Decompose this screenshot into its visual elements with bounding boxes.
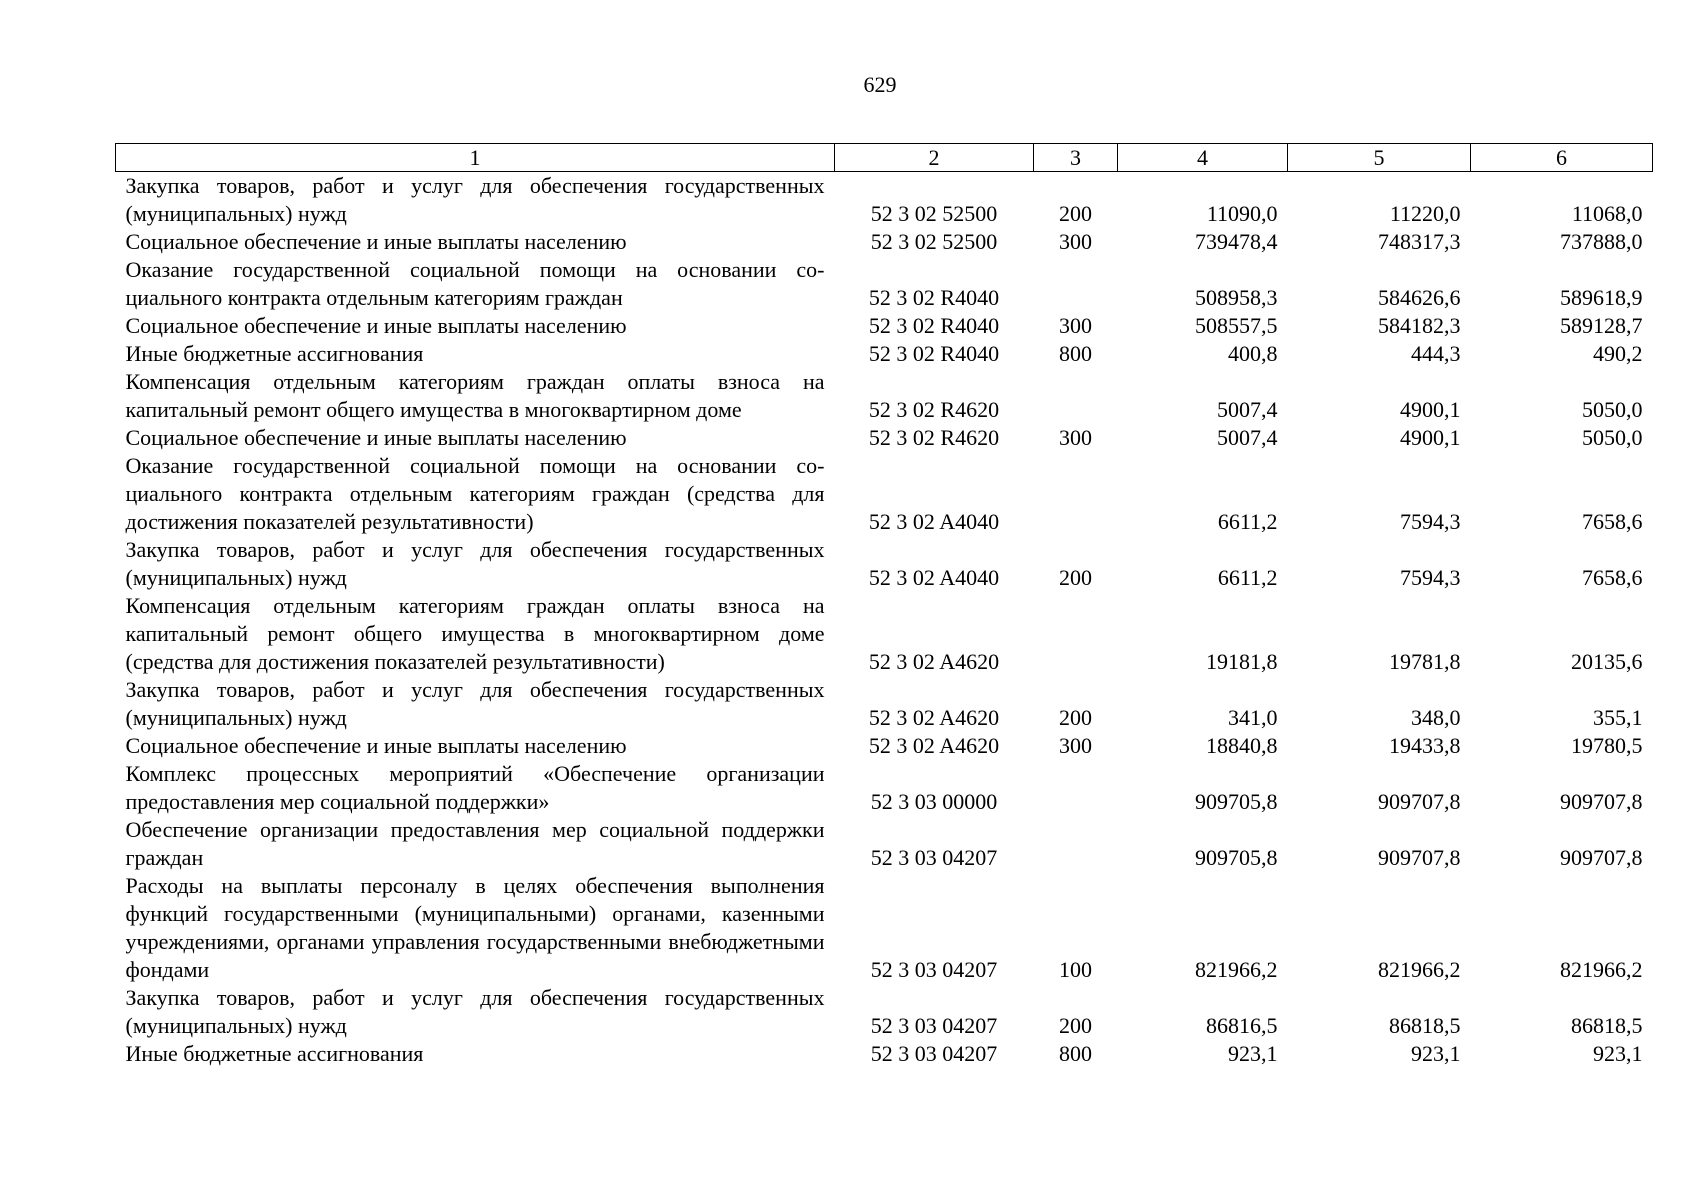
header-col-2: 2 [835,144,1034,172]
row-name-text: Социальное обеспечение и иные выплаты населению [125,733,627,758]
row-code: 52 3 02 R4040 [868,285,1000,310]
table-row [116,816,1653,872]
header-col-6: 6 [1471,144,1653,172]
row-name [116,1040,835,1068]
row-value-year-1: 400,8 [1228,341,1278,366]
row-value-year-2: 909707,8 [1378,845,1461,870]
row-name [116,536,835,592]
table-row [116,984,1653,1040]
row-value-year-1: 909705,8 [1195,789,1278,814]
row-name-text: Социальное обеспечение и иные выплаты населению [125,229,627,254]
row-expense-type: 100 [1059,957,1092,982]
row-name-text: Иные бюджетные ассигнования [125,341,424,366]
row-expense-type [1034,816,1118,872]
row-name-text: Закупка товаров, работ и услуг для обеспечения государственных (муниципальных) нужд [125,985,825,1038]
row-value-year-2: 909707,8 [1378,789,1461,814]
row-value-year-2: 584182,3 [1378,313,1461,338]
row-name-text: Социальное обеспечение и иные выплаты населению [125,425,627,450]
row-name [116,340,835,368]
header-col-5: 5 [1288,144,1471,172]
row-code: 52 3 02 52500 [870,229,998,254]
row-name-text: Закупка товаров, работ и услуг для обеспечения государственных (муниципальных) нужд [125,677,825,730]
row-value-year-3: 5050,0 [1582,397,1643,422]
row-value-year-2: 7594,3 [1400,565,1461,590]
header-col-1: 1 [116,144,835,172]
row-value-year-3: 7658,6 [1582,565,1643,590]
row-value-year-3: 19780,5 [1571,733,1643,758]
row-name-text: Оказание государственной социальной помощи на основании социального контракта отдельным категориям граждан (средства для достижения показателей результативности) [125,453,825,534]
row-expense-type [1034,452,1118,536]
row-expense-type: 200 [1059,705,1092,730]
row-code: 52 3 02 A4620 [868,649,1000,674]
row-expense-type: 200 [1059,1013,1092,1038]
row-value-year-3: 490,2 [1593,341,1643,366]
table-body [116,172,1653,1069]
table-row [116,536,1653,592]
row-expense-type: 300 [1059,313,1092,338]
row-value-year-1: 19181,8 [1206,649,1278,674]
row-code: 52 3 02 R4040 [868,313,1000,338]
row-value-year-1: 11090,0 [1206,201,1278,226]
table-row [116,256,1653,312]
row-value-year-1: 5007,4 [1217,397,1278,422]
row-code: 52 3 03 04207 [870,957,998,982]
row-name [116,732,835,760]
row-expense-type [1034,592,1118,676]
row-value-year-2: 11220,0 [1389,201,1461,226]
row-name-text: Закупка товаров, работ и услуг для обеспечения государственных (муниципальных) нужд [125,173,825,226]
row-value-year-2: 348,0 [1411,705,1461,730]
row-value-year-3: 909707,8 [1560,845,1643,870]
row-code: 52 3 02 R4620 [868,397,1000,422]
row-code: 52 3 03 04207 [870,1041,998,1066]
row-value-year-2: 584626,6 [1378,285,1461,310]
row-value-year-2: 4900,1 [1400,425,1461,450]
row-value-year-3: 355,1 [1593,705,1643,730]
header-row [116,144,1653,172]
row-value-year-2: 4900,1 [1400,397,1461,422]
table-row [116,760,1653,816]
table-row [116,172,1653,229]
row-expense-type [1034,760,1118,816]
budget-table [115,143,1653,1068]
row-expense-type: 800 [1059,1041,1092,1066]
row-value-year-2: 748317,3 [1378,229,1461,254]
row-value-year-1: 6611,2 [1217,565,1278,590]
row-expense-type [1034,368,1118,424]
row-value-year-2: 19433,8 [1389,733,1461,758]
header-col-4: 4 [1118,144,1288,172]
row-expense-type: 300 [1059,733,1092,758]
row-name-text: Оказание государственной социальной помощи на основании социального контракта отдельным категориям граждан [125,257,825,310]
row-code: 52 3 02 A4620 [868,705,1000,730]
row-value-year-1: 6611,2 [1217,509,1278,534]
row-name [116,816,835,872]
row-code: 52 3 03 04207 [870,1013,998,1038]
row-name-text: Социальное обеспечение и иные выплаты населению [125,313,627,338]
row-name [116,872,835,984]
table-row [116,872,1653,984]
row-value-year-2: 86818,5 [1389,1013,1461,1038]
row-expense-type: 200 [1059,565,1092,590]
table-row [116,312,1653,340]
row-value-year-3: 923,1 [1593,1041,1643,1066]
row-expense-type: 800 [1059,341,1092,366]
row-value-year-3: 7658,6 [1582,509,1643,534]
table-row [116,1040,1653,1068]
row-value-year-2: 444,3 [1411,341,1461,366]
row-code: 52 3 02 A4040 [868,565,1000,590]
row-value-year-1: 821966,2 [1195,957,1278,982]
row-value-year-2: 19781,8 [1389,649,1461,674]
row-code: 52 3 02 52500 [870,201,998,226]
row-name-text: Обеспечение организации предоставления мер социальной поддержки граждан [125,817,825,870]
row-value-year-2: 923,1 [1411,1041,1461,1066]
row-value-year-2: 7594,3 [1400,509,1461,534]
row-value-year-1: 508958,3 [1195,285,1278,310]
table-row [116,340,1653,368]
row-value-year-1: 5007,4 [1217,425,1278,450]
row-name [116,676,835,732]
row-name [116,312,835,340]
row-name [116,984,835,1040]
row-name [116,760,835,816]
row-expense-type: 200 [1059,201,1092,226]
row-name [116,424,835,452]
row-value-year-3: 737888,0 [1560,229,1643,254]
row-expense-type: 300 [1059,425,1092,450]
row-value-year-3: 821966,2 [1560,957,1643,982]
row-name-text: Компенсация отдельным категориям граждан оплаты взноса на капитальный ремонт общего имущества в многоквартирном доме (средства для достижения показателей результативности) [125,593,825,674]
row-expense-type [1034,256,1118,312]
row-value-year-3: 20135,6 [1571,649,1643,674]
row-code: 52 3 02 A4040 [868,509,1000,534]
table-row [116,592,1653,676]
page-number: 629 [863,72,897,97]
row-name [116,172,835,229]
table-row [116,732,1653,760]
table-row [116,228,1653,256]
row-code: 52 3 02 R4040 [868,341,1000,366]
table-header [116,144,1653,172]
row-value-year-3: 86818,5 [1571,1013,1643,1038]
row-value-year-1: 909705,8 [1195,845,1278,870]
row-name-text: Комплекс процессных мероприятий «Обеспечение организации предоставления мер социальной поддержки» [125,761,825,814]
row-name-text: Компенсация отдельным категориям граждан оплаты взноса на капитальный ремонт общего имущества в многоквартирном доме [125,369,825,422]
header-col-3: 3 [1034,144,1118,172]
row-name [116,228,835,256]
row-code: 52 3 03 04207 [870,845,998,870]
row-value-year-1: 18840,8 [1206,733,1278,758]
table-row [116,368,1653,424]
row-name-text: Иные бюджетные ассигнования [125,1041,424,1066]
row-code: 52 3 02 A4620 [868,733,1000,758]
row-name [116,592,835,676]
row-expense-type: 300 [1059,229,1092,254]
row-value-year-3: 5050,0 [1582,425,1643,450]
row-value-year-3: 11068,0 [1571,201,1643,226]
row-name [116,256,835,312]
row-value-year-1: 739478,4 [1195,229,1278,254]
table-row [116,676,1653,732]
row-code: 52 3 02 R4620 [868,425,1000,450]
row-value-year-1: 341,0 [1228,705,1278,730]
row-name-text: Закупка товаров, работ и услуг для обеспечения государственных (муниципальных) нужд [125,537,825,590]
table-row [116,452,1653,536]
row-value-year-3: 589618,9 [1560,285,1643,310]
row-name [116,368,835,424]
row-value-year-2: 821966,2 [1378,957,1461,982]
row-value-year-1: 923,1 [1228,1041,1278,1066]
row-value-year-1: 86816,5 [1206,1013,1278,1038]
row-name [116,452,835,536]
row-value-year-3: 589128,7 [1560,313,1643,338]
row-value-year-3: 909707,8 [1560,789,1643,814]
table-row [116,424,1653,452]
row-value-year-1: 508557,5 [1195,313,1278,338]
row-code: 52 3 03 00000 [870,789,998,814]
row-name-text: Расходы на выплаты персоналу в целях обеспечения выполнения функций государственными (муниципальными) органами, казенными учреждениями, органами управления государственными внебюджетными фондами [125,873,825,982]
